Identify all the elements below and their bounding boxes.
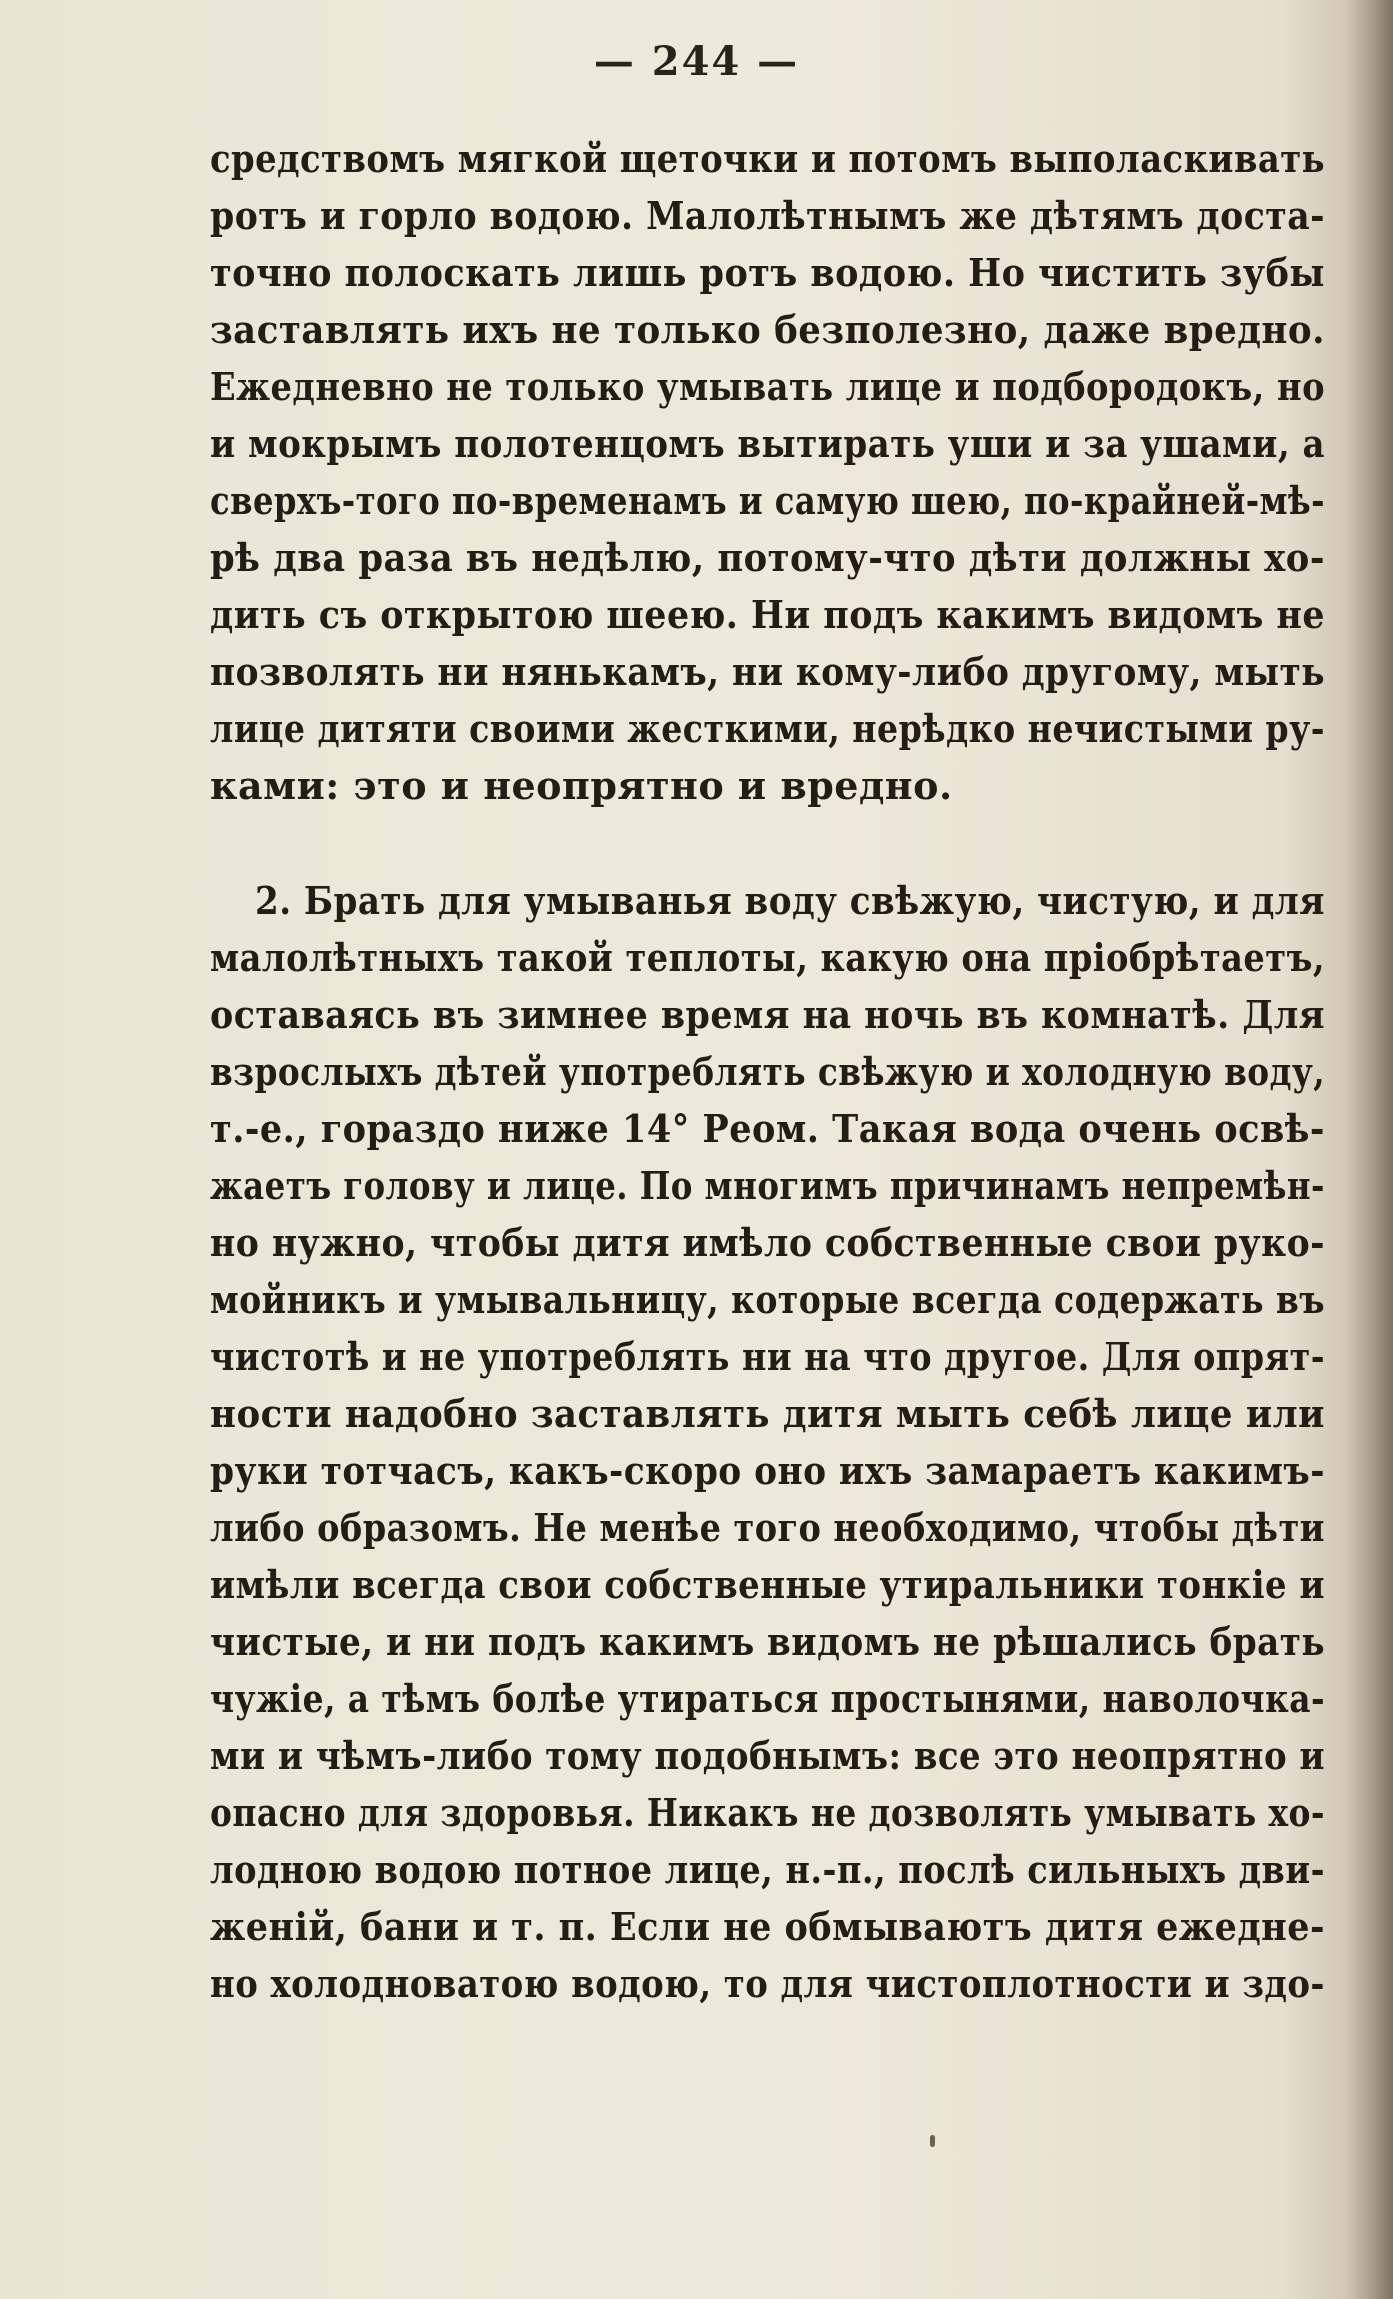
text-line: но холодноватою водою, то для чистоплотности и здо- — [210, 1961, 1325, 2006]
show-through-bleed — [210, 826, 810, 868]
text-line: 2. Брать для умыванья воду свѣжую, чистую, и для — [255, 878, 1325, 923]
text-line: сверхъ-того по-временамъ и самую шею, по-крайней-мѣ- — [210, 478, 1325, 523]
text-line: малолѣтныхъ такой теплоты, какую она пріобрѣтаетъ, — [210, 935, 1325, 980]
text-line: чистотѣ и не употреблять ни на что другое. Для опрят- — [210, 1334, 1326, 1379]
text-line: заставлять ихъ не только безполезно, даже вредно. — [210, 307, 1325, 352]
text-line: имѣли всегда свои собственные утиральники тонкіе и — [210, 1562, 1325, 1607]
text-line: и мокрымъ полотенцомъ вытирать уши и за ушами, а — [210, 421, 1326, 466]
text-line: ками: это и неопрятно и вредно. — [210, 763, 953, 808]
text-line: лодною водою потное лице, н.-п., послѣ сильныхъ дви- — [210, 1847, 1325, 1892]
text-line: чужіе, а тѣмъ болѣе утираться простынями, наволочка- — [210, 1676, 1326, 1721]
text-line: ности надобно заставлять дитя мыть себѣ лице или — [210, 1391, 1325, 1436]
text-line: жаетъ голову и лице. По многимъ причинамъ непремѣн- — [210, 1163, 1325, 1208]
text-line: дить съ открытою шеею. Ни подъ какимъ видомъ не — [210, 592, 1326, 637]
text-line: точно полоскать лишь ротъ водою. Но чистить зубы — [210, 250, 1325, 295]
text-line: мойникъ и умывальницу, которые всегда содержать въ — [210, 1277, 1326, 1322]
text-line: либо образомъ. Не менѣе того необходимо, чтобы дѣти — [210, 1505, 1325, 1550]
text-line: руки тотчасъ, какъ-скоро оно ихъ замараетъ какимъ- — [210, 1448, 1325, 1493]
text-line: рѣ два раза въ недѣлю, потому-что дѣти должны хо- — [210, 535, 1325, 580]
ink-speck — [930, 2135, 935, 2147]
text-line: женій, бани и т. п. Если не обмываютъ дитя ежедне- — [210, 1904, 1325, 1949]
text-line: Ежедневно не только умывать лице и подбородокъ, но — [210, 364, 1326, 409]
text-line: взрослыхъ дѣтей употреблять свѣжую и холодную воду, — [210, 1049, 1326, 1094]
page-edge-shadow — [1345, 0, 1393, 2299]
text-line: чистые, и ни подъ какимъ видомъ не рѣшались брать — [210, 1619, 1326, 1664]
text-line: т.-е., гораздо ниже 14° Реом. Такая вода очень освѣ- — [210, 1106, 1325, 1151]
text-line: ми и чѣмъ-либо тому подобнымъ: все это неопрятно и — [210, 1733, 1326, 1778]
text-line: оставаясь въ зимнее время на ночь въ комнатѣ. Для — [210, 992, 1326, 1037]
text-line: позволять ни нянькамъ, ни кому-либо другому, мыть — [210, 649, 1326, 694]
text-line: средствомъ мягкой щеточки и потомъ выполаскивать — [210, 136, 1326, 181]
text-line: лице дитяти своими жесткими, нерѣдко нечистыми ру- — [210, 706, 1325, 751]
text-line: ротъ и горло водою. Малолѣтнымъ же дѣтямъ доста- — [210, 193, 1326, 238]
page-number: — 244 — — [593, 38, 800, 85]
text-line: но нужно, чтобы дитя имѣло собственные свои руко- — [210, 1220, 1325, 1265]
text-line: опасно для здоровья. Никакъ не дозволять умывать хо- — [210, 1790, 1325, 1835]
